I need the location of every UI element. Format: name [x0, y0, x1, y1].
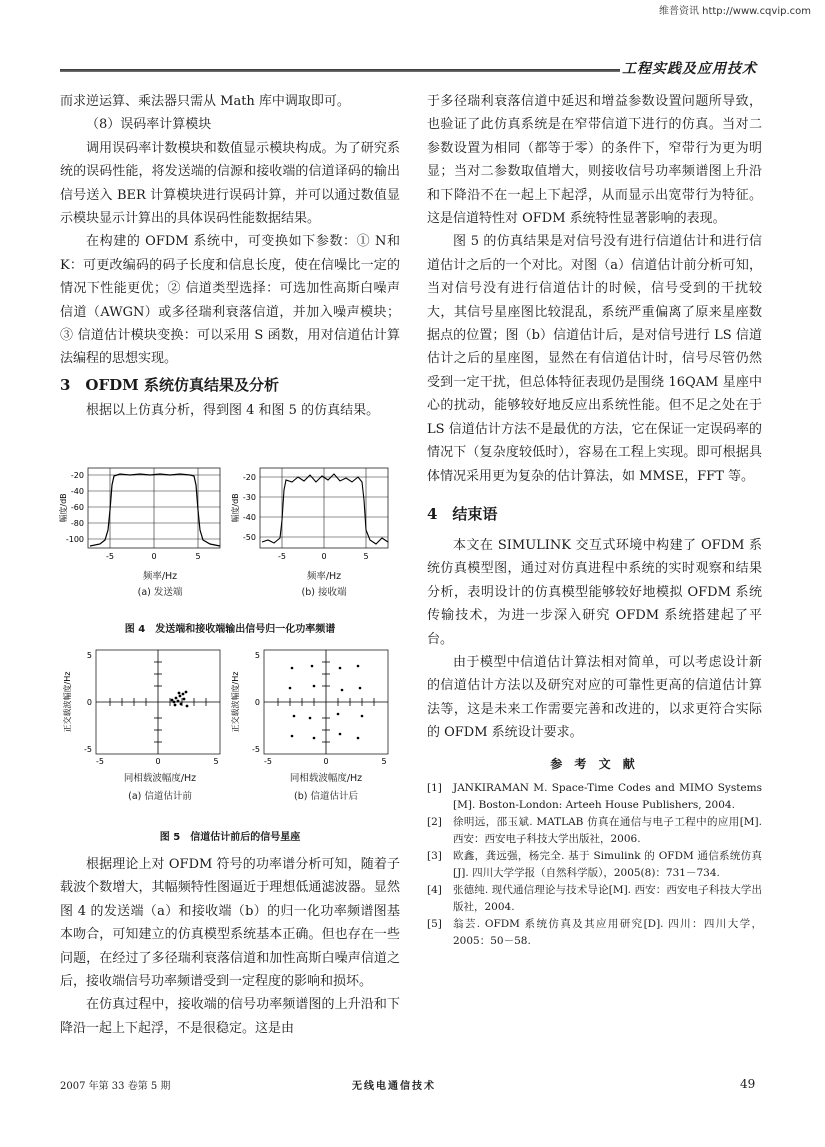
fig4a-ylabel: 幅度/dB — [59, 493, 68, 523]
fig4b-xtick: 5 — [363, 552, 369, 561]
fig4a-ytick: -100 — [65, 535, 84, 544]
paragraph: 在仿真过程中，接收端的信号功率频谱图的上升沿和下降沿一起上下起浮，不是很稳定。这是由 — [60, 997, 400, 1036]
fig4b-ytick: -20 — [242, 473, 256, 482]
paragraph: 根据以上仿真分析，得到图 4 和图 5 的仿真结果。 — [86, 402, 380, 418]
paragraph: 在构建的 OFDM 系统中，可变换如下参数：① N和K：可更改编码的码子长度和信息长度，使在信噪比一定的情况下性能更优；② 信道类型选择：可选加性高斯白噪声信道（AWGN）或多径瑞利衰落信道，并加入噪声模块；③ 信道估计模块变换：可以采用 S 函数，用对信道估计算法编程的思想实现。 — [60, 234, 400, 367]
fig5b-xtick: 5 — [381, 757, 387, 766]
fig4b-plot — [230, 460, 400, 570]
fig4b-xtick: -5 — [278, 552, 286, 561]
left-column-bottom — [60, 853, 400, 1040]
fig4a-xlabel: 频率/Hz — [142, 571, 178, 582]
paragraph: 根据理论上对 OFDM 符号的功率谱分析可知，随着子载波个数增大，其幅频特性图逼近于理想低通滤波器。显然图 4 的发送端（a）和接收端（b）的归一化功率频谱图基本吻合，可知建立的仿真模型系统基本正确。但也存在一些问题，在经过了多径瑞利衰落信道和加性高斯白噪声信道之后，接收端信号功率频谱受到一定程度的影响和损坏。 — [60, 857, 400, 990]
fig5a-xlabel: 同相载波幅度/Hz — [123, 773, 197, 784]
fig5a-ytick: 5 — [86, 651, 92, 660]
right-column — [427, 90, 762, 950]
figures — [60, 460, 400, 850]
left-column — [60, 90, 400, 422]
fig5b-xtick: -5 — [264, 757, 272, 766]
fig4a-subcaption: (a) 发送端 — [137, 587, 183, 598]
footer-journal: 无线电通信技术 — [352, 1081, 436, 1092]
paragraph: 而求逆运算、乘法器只需从 Math 库中调取即可。 — [60, 94, 350, 109]
fig5a-xtick: -5 — [96, 757, 104, 766]
paragraph: 于多径瑞利衰落信道中延迟和增益参数设置问题所导致，也验证了此仿真系统是在窄带信道下进行的仿真。当对二参数设置为相同（都等于零）的条件下，窄带行为更为明显；当对二参数取值增大，则接收信号功率频谱图上升沿和下降沿不在一起上下起浮，从而显示出宽带行为特征。这是信道特性对 OFDM 系统特性显著影响的表现。 — [427, 94, 762, 227]
fig5b-ytick: -5 — [252, 745, 260, 754]
fig5b-subcaption: (b) 信道估计后 — [294, 791, 358, 802]
section-heading: 4 结束语 — [427, 504, 498, 523]
paragraph: 本文在 SIMULINK 交互式环境中构建了 OFDM 系统仿真模型图，通过对仿真进程中系统的实时观察和结果分析，表明设计的仿真模型能够较好地模拟 OFDM 系统传输技术，为进一步深入研究 OFDM 系统搭建起了平台。 — [427, 537, 762, 647]
fig5a-xtick: 5 — [213, 757, 219, 766]
fig4-caption: 图 4 发送端和接收端输出信号归一化功率频谱 — [124, 624, 336, 635]
paragraph: 调用误码率计数模块和数值显示模块构成。为了研究系统的误码性能，将发送端的信源和接收端的信道译码的输出信号送入 BER 计算模块进行误码计算，并可以通过数值显示模块显示计算出的具体误码性能数据结果。 — [60, 140, 400, 227]
running-header: 工程实践及应用技术 — [622, 61, 757, 77]
paragraph: 由于模型中信道估计算法相对简单，可以考虑设计新的信道估计方法以及研究对应的可靠性更高的信道估计算法等，这是未来工作需要完善和改进的，以求更符合实际的 OFDM 系统设计要求。 — [427, 654, 762, 741]
reference-item: [1] JANKIRAMAN M. Space-Time Codes and MIMO Systems [M]. Boston-London: Arteeh House Publishers, 2004. — [427, 781, 762, 811]
reference-item: [5] 翁芸. OFDM 系统仿真及其应用研究[D]. 四川：四川大学，2005：50－58. — [427, 917, 762, 947]
fig5-caption: 图 5 信道估计前后的信号星座 — [159, 832, 301, 843]
fig4b-subcaption: (b) 接收端 — [301, 587, 347, 598]
subheading: （8）误码率计算模块 — [86, 117, 212, 133]
fig4a-xtick: -5 — [106, 552, 114, 561]
fig4a-xtick: 5 — [195, 552, 201, 561]
fig4a-ytick: -40 — [70, 487, 84, 496]
fig5a-ylabel: 正交载波幅度/Hz — [63, 671, 72, 733]
fig5b-ylabel: 正交载波幅度/Hz — [231, 671, 240, 733]
reference-item: [4] 张德纯. 现代通信理论与技术导论[M]. 西安：西安电子科技大学出版社，2004. — [427, 883, 762, 913]
page-number: 49 — [740, 1077, 756, 1091]
fig4a-xtick: 0 — [151, 552, 157, 561]
fig4b-ytick: -50 — [242, 533, 256, 542]
fig4b-xlabel: 频率/Hz — [306, 571, 342, 582]
reference-item: [2] 徐明远，邵玉斌. MATLAB 仿真在通信与电子工程中的应用[M]. 西安：西安电子科技大学出版社，2006. — [427, 815, 762, 845]
fig4a-ytick: -60 — [70, 503, 84, 512]
fig5a-ytick: -5 — [84, 745, 92, 754]
footer-issue: 2007 年第 33 卷第 5 期 — [60, 1081, 171, 1092]
fig4b-ytick: -40 — [242, 513, 256, 522]
fig5a-plot — [60, 644, 230, 769]
fig5a-ytick: 0 — [86, 698, 92, 707]
section-heading: 3 OFDM 系统仿真结果及分析 — [60, 375, 279, 394]
fig4b-ytick: -30 — [242, 493, 256, 502]
reference-item: [3] 欧鑫，龚远强，杨完全. 基于 Simulink 的 OFDM 通信系统仿真[J]. 四川大学学报（自然科学版），2005(8)：731－734. — [427, 849, 762, 879]
fig4a-ytick: -20 — [70, 471, 84, 480]
fig4b-xtick: 0 — [321, 552, 327, 561]
header-rule — [60, 69, 620, 72]
fig4a-ytick: -80 — [70, 519, 84, 528]
fig4a-plot — [60, 460, 230, 570]
fig4b-ylabel: 幅度/dB — [231, 493, 240, 523]
paragraph: 图 5 的仿真结果是对信号没有进行信道估计和进行信道估计之后的一个对比。对图（a）信道估计前分析可知，当对信号没有进行信道估计的时候，信号受到的干扰较大，其信号星座图比较混乱，系统严重偏离了原来星座数据点的位置；图（b）信道估计后，是对信号进行 LS 信道估计之后的星座图，显然在有信道估计时，信号尽管仍然受到一定干扰，但总体特征表现仍是围绕 16QAM 星座中心的扰动，能够较好地反应出系统性能。但不足之处在于 LS 信道估计方法不是最优的方法，它在保证一定误码率的情况下（复杂度较低时），容易在工程上实现。即可根据具体情况采用更为复杂的估计算法，如 MMSE，FFT 等。 — [427, 234, 762, 484]
references-title: 参 考 文 献 — [550, 756, 639, 771]
fig5a-subcaption: (a) 信道估计前 — [128, 791, 192, 802]
watermark: 维普资讯 http://www.cqvip.com — [658, 6, 811, 17]
fig5b-xlabel: 同相载波幅度/Hz — [289, 773, 363, 784]
fig5b-plot — [230, 644, 400, 769]
fig5b-xtick: 0 — [323, 757, 329, 766]
fig5b-ytick: 5 — [254, 651, 260, 660]
fig5a-xtick: 0 — [155, 757, 161, 766]
fig5b-ytick: 0 — [254, 698, 260, 707]
